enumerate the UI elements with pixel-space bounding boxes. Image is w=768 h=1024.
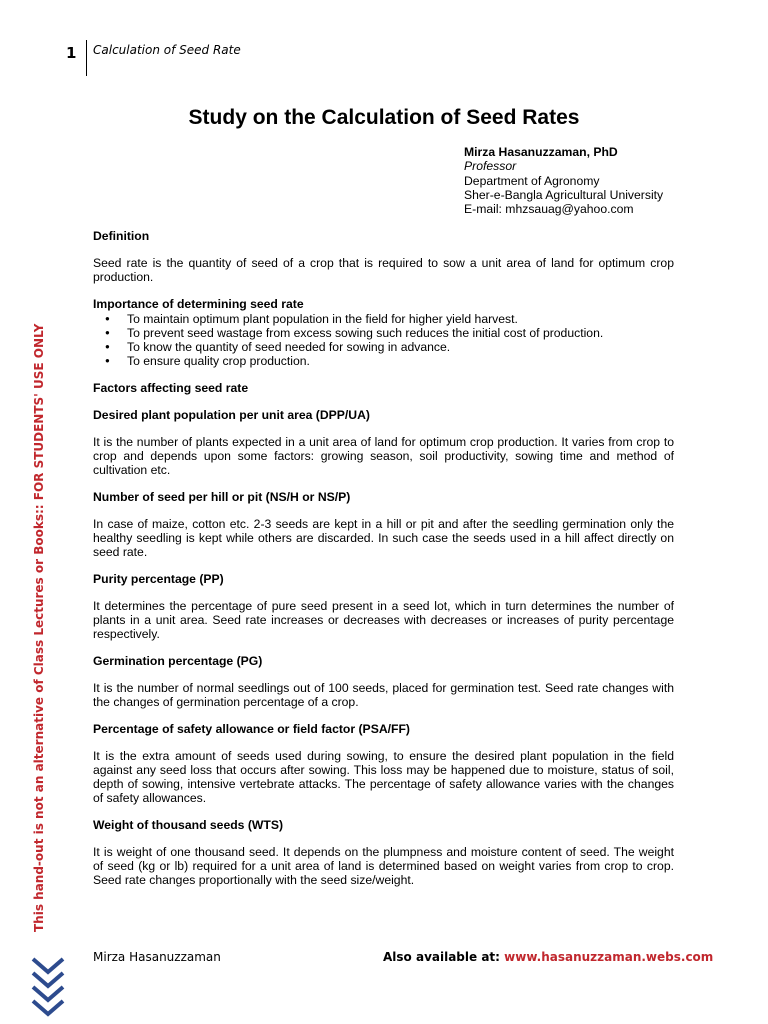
page-number: 1 <box>66 44 77 62</box>
pp-text: It determines the percentage of pure seed present in a seed lot, which in turn determines the number of plants in a unit area. Seed rate increases or decreases with decreases or increases of purity percentage respectively. <box>93 599 674 641</box>
running-title: Calculation of Seed Rate <box>93 43 241 57</box>
definition-text: Seed rate is the quantity of seed of a crop that is required to sow a unit area of land for optimum crop production. <box>93 256 674 284</box>
author-email: E-mail: mhzsauag@yahoo.com <box>464 202 634 217</box>
wts-text: It is weight of one thousand seed. It depends on the plumpness and moisture content of seed. The weight of seed (kg or lb) required for a unit area of land is determined based on weight varies from crop to crop. Seed rate changes proportionally with the seed size/weight. <box>93 845 674 887</box>
factors-heading: Factors affecting seed rate <box>93 381 249 395</box>
pg-text: It is the number of normal seedlings out of 100 seeds, placed for germination test. Seed rate changes with the changes of germination percentage of a crop. <box>93 681 674 709</box>
chevron-stroke <box>33 959 63 972</box>
document-body <box>93 229 674 900</box>
chevron-stroke <box>33 987 63 1000</box>
dpp-text: It is the number of plants expected in a unit area of land for optimum crop production. It varies from crop to crop and depends upon some factors: growing season, soil productivity, sowing time and method of cultivation etc. <box>93 435 674 477</box>
footer-url-link[interactable]: www.hasanuzzaman.webs.com <box>504 950 714 964</box>
footer-availability <box>383 950 713 964</box>
footer-author: Mirza Hasanuzzaman <box>93 950 221 964</box>
author-university: Sher-e-Bangla Agricultural University <box>464 187 664 202</box>
header-divider <box>86 40 87 76</box>
list-item: ● To prevent seed wastage from excess sowing such reduces the initial cost of production. <box>127 326 674 340</box>
nsh-text: In case of maize, cotton etc. 2-3 seeds are kept in a hill or pit and after the seedling germination only the healthy seedling is kept while others are discarded. In such case the seeds used in a hill affect directly on seed rate. <box>93 517 674 559</box>
chevron-stroke <box>33 973 63 986</box>
side-disclaimer: This hand-out is not an alternative of Class Lectures or Books:: FOR STUDENTS' USE ONLY <box>32 323 46 932</box>
pg-heading: Germination percentage (PG) <box>93 654 263 668</box>
author-department: Department of Agronomy <box>464 173 600 188</box>
list-item: ● To maintain optimum plant population in the field for higher yield harvest. <box>127 312 674 326</box>
list-item: ● To ensure quality crop production. <box>127 354 674 368</box>
author-block <box>464 145 663 216</box>
importance-heading: Importance of determining seed rate <box>93 297 304 311</box>
wts-heading: Weight of thousand seeds (WTS) <box>93 818 284 832</box>
psa-text: It is the extra amount of seeds used during sowing, to ensure the desired plant population in the field against any seed loss that occurs after sowing. This loss may be happened due to moisture, status of soil, depth of sowing, intensive vertebrate attacks. The percentage of safety allowance varies with the changes of safety allowances. <box>93 749 674 805</box>
dpp-heading: Desired plant population per unit area (DPP/UA) <box>93 408 370 422</box>
document-title: Study on the Calculation of Seed Rates <box>188 106 580 129</box>
list-item: ● To know the quantity of seed needed for sowing in advance. <box>127 340 674 354</box>
footer-available-label: Also available at: <box>383 950 505 964</box>
pp-heading: Purity percentage (PP) <box>93 572 224 586</box>
nsh-heading: Number of seed per hill or pit (NS/H or NS/P) <box>93 490 351 504</box>
chevron-stroke <box>33 1001 63 1014</box>
author-role: Professor <box>464 159 517 174</box>
chevron-down-icon <box>30 955 66 1017</box>
psa-heading: Percentage of safety allowance or field factor (PSA/FF) <box>93 722 410 736</box>
definition-heading: Definition <box>93 229 150 243</box>
page-header <box>66 40 241 76</box>
importance-list <box>93 312 674 368</box>
author-name: Mirza Hasanuzzaman, PhD <box>464 145 618 159</box>
